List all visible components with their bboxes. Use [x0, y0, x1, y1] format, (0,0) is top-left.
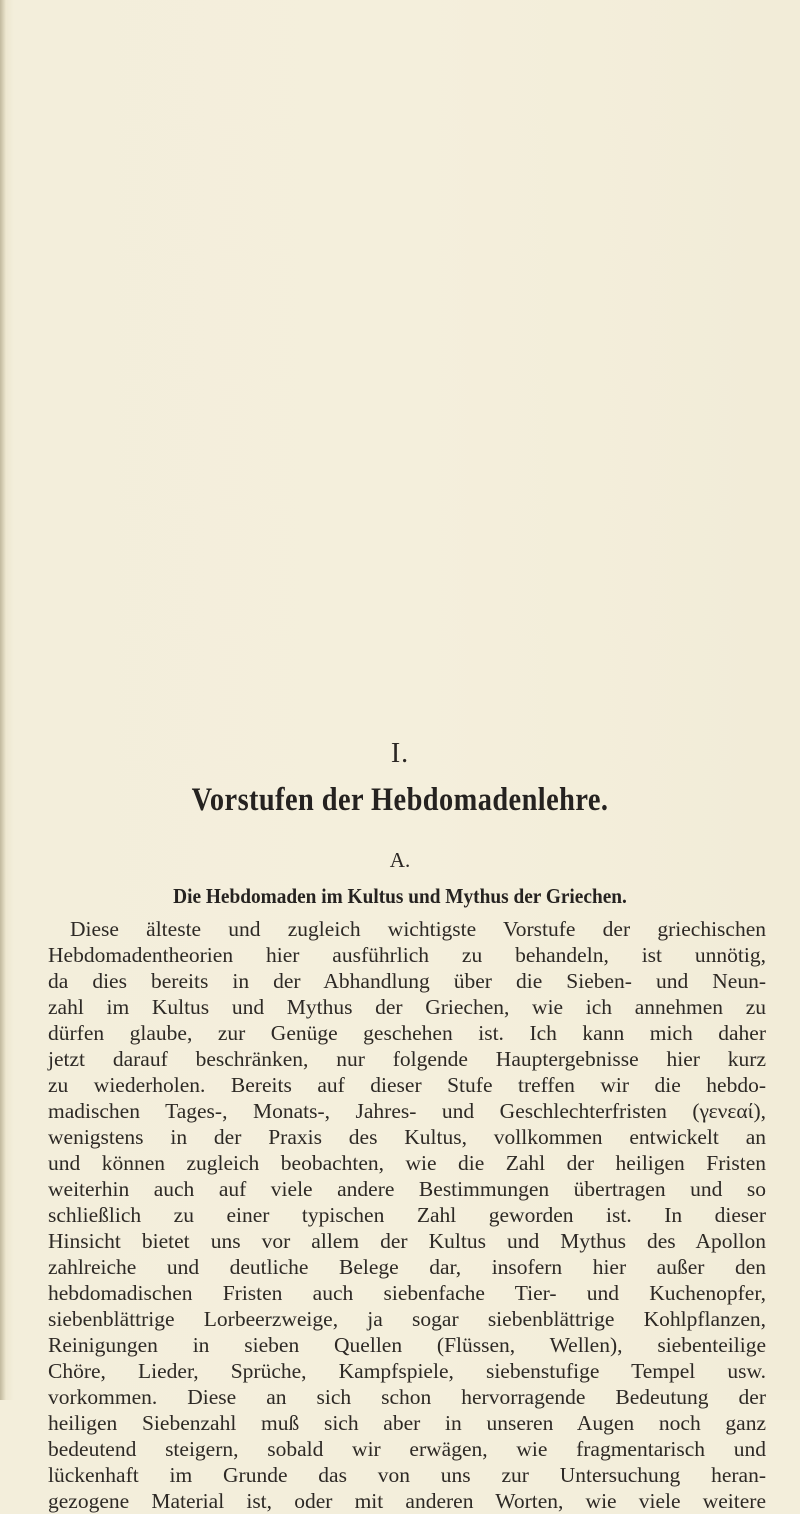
part-number: I.	[390, 738, 410, 769]
body-line: zahl im Kultus und Mythus der Griechen, wie ich annehmen zu	[48, 995, 766, 1019]
body-paragraph	[48, 916, 766, 1514]
body-line: gezogene Material ist, oder mit anderen Worten, wie viele weitere	[48, 1489, 766, 1513]
body-line: zu wiederholen. Bereits auf dieser Stufe treffen wir die hebdo-	[48, 1073, 766, 1097]
body-line: und können zugleich beobachten, wie die Zahl der heiligen Fristen	[48, 1151, 766, 1175]
body-line: weiterhin auch auf viele andere Bestimmungen übertragen und so	[48, 1177, 766, 1201]
body-line: Chöre, Lieder, Sprüche, Kampfspiele, siebenstufige Tempel usw.	[48, 1359, 766, 1383]
body-line: Diese älteste und zugleich wichtigste Vorstufe der griechischen	[70, 917, 766, 941]
body-line: zahlreiche und deutliche Belege dar, insofern hier außer den	[48, 1255, 766, 1279]
body-line: Hinsicht bietet uns vor allem der Kultus und Mythus des Apollon	[48, 1229, 766, 1253]
body-line: hebdomadischen Fristen auch siebenfache Tier- und Kuchenopfer,	[48, 1281, 766, 1305]
body-line: bedeutend steigern, sobald wir erwägen, wie fragmentarisch und	[48, 1437, 766, 1461]
body-line: dürfen glaube, zur Genüge geschehen ist. Ich kann mich daher	[48, 1021, 766, 1045]
body-line: heiligen Siebenzahl muß sich aber in unseren Augen noch ganz	[48, 1411, 766, 1435]
body-line: madischen Tages-, Monats-, Jahres- und Geschlechterfristen (γενεαί),	[48, 1099, 766, 1123]
body-line: Hebdomadentheorien hier ausführlich zu behandeln, ist unnötig,	[48, 943, 766, 967]
body-line: lückenhaft im Grunde das von uns zur Untersuchung heran-	[48, 1463, 766, 1487]
body-line: Reinigungen in sieben Quellen (Flüssen, Wellen), siebenteilige	[48, 1333, 766, 1357]
section-letter: A.	[389, 848, 411, 872]
body-line: vorkommen. Diese an sich schon hervorragende Bedeutung der	[48, 1385, 766, 1409]
body-line: siebenblättrige Lorbeerzweige, ja sogar siebenblättrige Kohlpflanzen,	[48, 1307, 766, 1331]
body-line: schließlich zu einer typischen Zahl geworden ist. In dieser	[48, 1203, 766, 1227]
body-line: da dies bereits in der Abhandlung über die Sieben- und Neun-	[48, 969, 766, 993]
section-heading: Die Hebdomaden im Kultus und Mythus der Griechen.	[173, 884, 627, 908]
body-line: jetzt darauf beschränken, nur folgende Hauptergebnisse hier kurz	[48, 1047, 766, 1071]
chapter-title: Vorstufen der Hebdomadenlehre.	[191, 782, 609, 818]
body-line: wenigstens in der Praxis des Kultus, vollkommen entwickelt an	[48, 1125, 766, 1149]
gutter-shadow	[0, 0, 6, 1400]
